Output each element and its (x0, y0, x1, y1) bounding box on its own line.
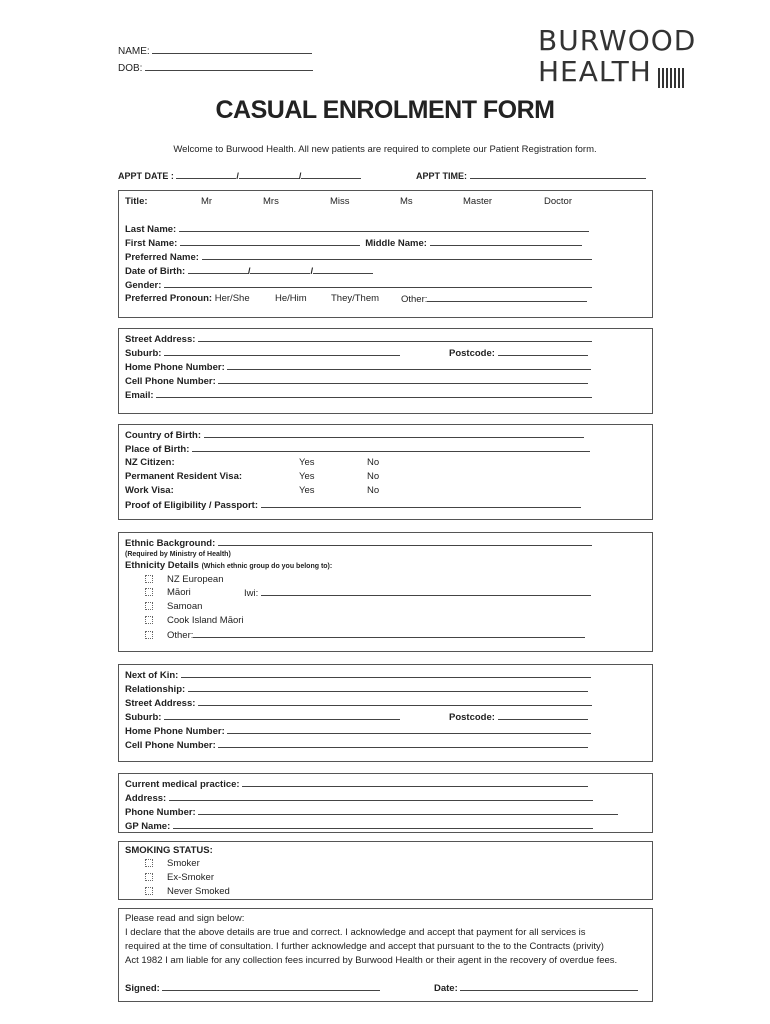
next-of-kin-line[interactable] (181, 668, 591, 678)
kin-home-phone-field[interactable] (125, 724, 591, 738)
medical-practice-section (118, 773, 653, 833)
page-title: CASUAL ENROLMENT FORM (215, 96, 555, 124)
declaration-date-field[interactable] (434, 981, 638, 995)
nz-citizen-row (125, 456, 425, 469)
postcode-label: Postcode: (449, 348, 495, 359)
permanent-resident-label: Permanent Resident Visa: (125, 471, 243, 482)
dob-detail-label: Date of Birth: (125, 266, 186, 277)
kin-street-label: Street Address: (125, 698, 196, 709)
dob-field[interactable] (118, 61, 313, 76)
checkbox-icon[interactable] (145, 588, 153, 596)
address-section (118, 328, 653, 414)
declaration-intro: Please read and sign below: (125, 913, 245, 924)
cell-phone-line[interactable] (218, 374, 588, 384)
kin-suburb-field[interactable] (125, 710, 400, 724)
ethnicity-details-heading (125, 559, 332, 573)
title-row (125, 195, 572, 208)
checkbox-icon[interactable] (145, 873, 153, 881)
declaration-date-line[interactable] (460, 981, 638, 991)
title-option-miss[interactable]: Miss (330, 196, 350, 207)
work-visa-row (125, 484, 425, 497)
iwi-label: Iwi: (244, 588, 259, 599)
name-input-line[interactable] (152, 44, 312, 54)
proof-line[interactable] (261, 498, 581, 508)
title-option-ms[interactable]: Ms (400, 196, 413, 207)
appt-date-month[interactable] (239, 169, 299, 179)
gp-name-line[interactable] (173, 819, 593, 829)
signature-line[interactable] (162, 981, 380, 991)
work-visa-no[interactable]: No (367, 485, 380, 496)
pronoun-other[interactable] (401, 292, 587, 306)
first-name-label: First Name: (125, 238, 178, 249)
next-of-kin-field[interactable] (125, 668, 591, 682)
proof-label: Proof of Eligibility / Passport: (125, 500, 259, 511)
required-note: (Required by Ministry of Health) (125, 551, 231, 558)
checkbox-icon[interactable] (145, 859, 153, 867)
title-option-mrs[interactable]: Mrs (263, 196, 279, 207)
ethnicity-option-nz-european[interactable] (145, 573, 224, 586)
proof-of-eligibility-field[interactable] (125, 498, 581, 512)
appt-date-day[interactable] (176, 169, 236, 179)
gp-name-label: GP Name: (125, 821, 171, 832)
suburb-field[interactable] (125, 346, 400, 360)
ethnicity-option-other[interactable] (145, 628, 585, 642)
pronoun-her-she[interactable]: Her/She (214, 293, 250, 304)
preferred-name-field[interactable] (125, 250, 592, 264)
ethnicity-option-label: Samoan (167, 601, 203, 612)
ethnicity-section (118, 532, 653, 652)
kin-cell-phone-line[interactable] (218, 738, 588, 748)
gender-label: Gender: (125, 280, 162, 291)
dob-day[interactable] (188, 264, 248, 274)
practice-address-field[interactable] (125, 791, 593, 805)
next-of-kin-label: Next of Kin: (125, 670, 179, 681)
dob-input-line[interactable] (145, 61, 313, 71)
gp-name-field[interactable] (125, 819, 593, 833)
email-line[interactable] (156, 388, 592, 398)
email-field[interactable] (125, 388, 592, 402)
ethnic-background-label: Ethnic Background: (125, 538, 216, 549)
title-option-master[interactable]: Master (463, 196, 493, 207)
postcode-line[interactable] (498, 346, 588, 356)
checkbox-icon[interactable] (145, 887, 153, 895)
pronoun-other-line[interactable] (427, 292, 587, 302)
nz-citizen-no[interactable]: No (367, 457, 380, 468)
preferred-name-line[interactable] (202, 250, 592, 260)
appt-time-field[interactable] (416, 169, 646, 181)
ethnicity-option-samoan[interactable] (145, 600, 202, 613)
checkbox-icon[interactable] (145, 602, 153, 610)
kin-home-phone-line[interactable] (227, 724, 591, 734)
ethnicity-details-note: (Which ethnic group do you belong to): (201, 563, 333, 570)
work-visa-label: Work Visa: (125, 485, 174, 496)
logo-line2-text: HEALTH (538, 55, 652, 88)
last-name-label: Last Name: (125, 224, 177, 235)
practice-phone-label: Phone Number: (125, 807, 196, 818)
middle-name-label: Middle Name: (365, 238, 427, 249)
appt-time-line[interactable] (470, 169, 646, 179)
street-address-field[interactable] (125, 332, 592, 346)
email-label: Email: (125, 390, 154, 401)
title-option-mr[interactable]: Mr (201, 196, 213, 207)
smoking-option-label: Smoker (167, 858, 200, 869)
signed-label: Signed: (125, 983, 160, 994)
street-address-label: Street Address: (125, 334, 196, 345)
last-name-field[interactable] (125, 222, 589, 236)
home-phone-label: Home Phone Number: (125, 362, 225, 373)
iwi-field[interactable] (244, 586, 591, 600)
ethnicity-option-maori[interactable] (145, 586, 191, 599)
last-name-line[interactable] (179, 222, 589, 232)
checkbox-icon[interactable] (145, 631, 153, 639)
country-of-birth-field[interactable] (125, 428, 584, 442)
name-label: NAME: (118, 46, 150, 57)
citizenship-section (118, 424, 653, 520)
signature-field[interactable] (125, 981, 380, 995)
kin-street-address-field[interactable] (125, 696, 592, 710)
street-address-line[interactable] (198, 332, 592, 342)
pronoun-they-them[interactable]: They/Them (331, 293, 380, 304)
relationship-label: Relationship: (125, 684, 186, 695)
dob-year[interactable] (313, 264, 373, 274)
dob-label: DOB: (118, 63, 143, 74)
smoking-status-label: SMOKING STATUS: (125, 845, 213, 856)
medical-practice-line[interactable] (242, 777, 588, 787)
ethnicity-option-label: Cook Island Māori (167, 615, 244, 626)
ethnicity-details-label: Ethnicity Details (125, 560, 199, 571)
suburb-label: Suburb: (125, 348, 162, 359)
declaration-date-label: Date: (434, 983, 458, 994)
preferred-name-label: Preferred Name: (125, 252, 199, 263)
kin-postcode-field[interactable] (449, 710, 588, 724)
home-phone-line[interactable] (227, 360, 591, 370)
kin-postcode-line[interactable] (498, 710, 588, 720)
ethnicity-option-cook-island-maori[interactable] (145, 614, 244, 627)
barcode-icon (658, 68, 686, 88)
home-phone-field[interactable] (125, 360, 591, 374)
country-label: Country of Birth: (125, 430, 201, 441)
appt-time-label: APPT TIME: (416, 171, 467, 181)
place-label: Place of Birth: (125, 444, 190, 455)
ethnicity-other-line[interactable] (193, 628, 585, 638)
appt-date-label: APPT DATE : (118, 171, 174, 181)
kin-home-phone-label: Home Phone Number: (125, 726, 225, 737)
checkbox-icon[interactable] (145, 616, 153, 624)
relationship-field[interactable] (125, 682, 588, 696)
practice-address-line[interactable] (169, 791, 593, 801)
next-of-kin-section (118, 664, 653, 762)
ethnicity-option-label: NZ European (167, 574, 224, 585)
work-visa-yes[interactable]: Yes (299, 485, 315, 496)
smoking-option-ex-smoker[interactable] (145, 871, 214, 884)
first-name-line[interactable] (180, 236, 360, 246)
appt-date-year[interactable] (301, 169, 361, 179)
date-of-birth-field[interactable]: Date of Birth: / / (125, 264, 373, 278)
title-label: Title: (125, 196, 148, 207)
dob-month[interactable] (250, 264, 310, 274)
smoking-option-never-smoked[interactable] (145, 885, 230, 898)
country-line[interactable] (204, 428, 584, 438)
permanent-no[interactable]: No (367, 471, 380, 482)
kin-cell-phone-label: Cell Phone Number: (125, 740, 216, 751)
smoking-option-label: Never Smoked (167, 886, 230, 897)
practice-address-label: Address: (125, 793, 167, 804)
smoking-option-label: Ex-Smoker (167, 872, 214, 883)
medical-practice-field[interactable] (125, 777, 588, 791)
pronoun-label: Preferred Pronoun: (125, 293, 213, 304)
ethnicity-option-label: Māori (167, 587, 191, 598)
personal-details-section (118, 190, 653, 318)
middle-name-line[interactable] (430, 236, 582, 246)
iwi-line[interactable] (261, 586, 591, 596)
appt-date-field[interactable]: APPT DATE : / / (118, 169, 361, 181)
declaration-line-3: Act 1982 I am liable for any collection fees incurred by Burwood Health or their agent in the recovery of overdue fees. (125, 955, 618, 966)
checkbox-icon[interactable] (145, 575, 153, 583)
declaration-line-2: required at the time of consultation. I further acknowledge and accept that pursuant to the to the Contracts (privity) (125, 941, 604, 952)
smoking-option-smoker[interactable] (145, 857, 200, 870)
relationship-line[interactable] (188, 682, 588, 692)
ethnic-background-line[interactable] (218, 536, 592, 546)
logo-line2 (538, 55, 696, 88)
gender-line[interactable] (164, 278, 592, 288)
cell-phone-field[interactable] (125, 374, 588, 388)
title-option-doctor[interactable]: Doctor (544, 196, 572, 207)
practice-phone-line[interactable] (198, 805, 618, 815)
permanent-resident-row (125, 470, 425, 483)
kin-cell-phone-field[interactable] (125, 738, 588, 752)
ethnicity-option-label: Other: (167, 630, 194, 641)
declaration-section (118, 908, 653, 1002)
place-of-birth-field[interactable] (125, 442, 590, 456)
practice-phone-field[interactable] (125, 805, 618, 819)
nz-citizen-label: NZ Citizen: (125, 457, 175, 468)
burwood-health-logo (538, 24, 696, 88)
kin-street-line[interactable] (198, 696, 592, 706)
name-field[interactable] (118, 44, 312, 59)
first-name-field[interactable] (125, 236, 582, 250)
suburb-line[interactable] (164, 346, 400, 356)
pronoun-other-label: Other: (401, 294, 428, 305)
welcome-text: Welcome to Burwood Health. All new patients are required to complete our Patient Registration form. (173, 144, 597, 155)
pronoun-row (125, 292, 428, 305)
kin-suburb-label: Suburb: (125, 712, 162, 723)
gender-field[interactable] (125, 278, 592, 292)
permanent-yes[interactable]: Yes (299, 471, 315, 482)
medical-practice-label: Current medical practice: (125, 779, 240, 790)
cell-phone-label: Cell Phone Number: (125, 376, 216, 387)
logo-line1: BURWOOD (538, 24, 697, 57)
declaration-line-1: I declare that the above details are true and correct. I acknowledge and accept that payment for all services is (125, 927, 586, 938)
place-line[interactable] (192, 442, 590, 452)
kin-postcode-label: Postcode: (449, 712, 495, 723)
nz-citizen-yes[interactable]: Yes (299, 457, 315, 468)
smoking-status-section (118, 841, 653, 900)
pronoun-he-him[interactable]: He/Him (275, 293, 307, 304)
kin-suburb-line[interactable] (164, 710, 400, 720)
postcode-field[interactable] (449, 346, 588, 360)
